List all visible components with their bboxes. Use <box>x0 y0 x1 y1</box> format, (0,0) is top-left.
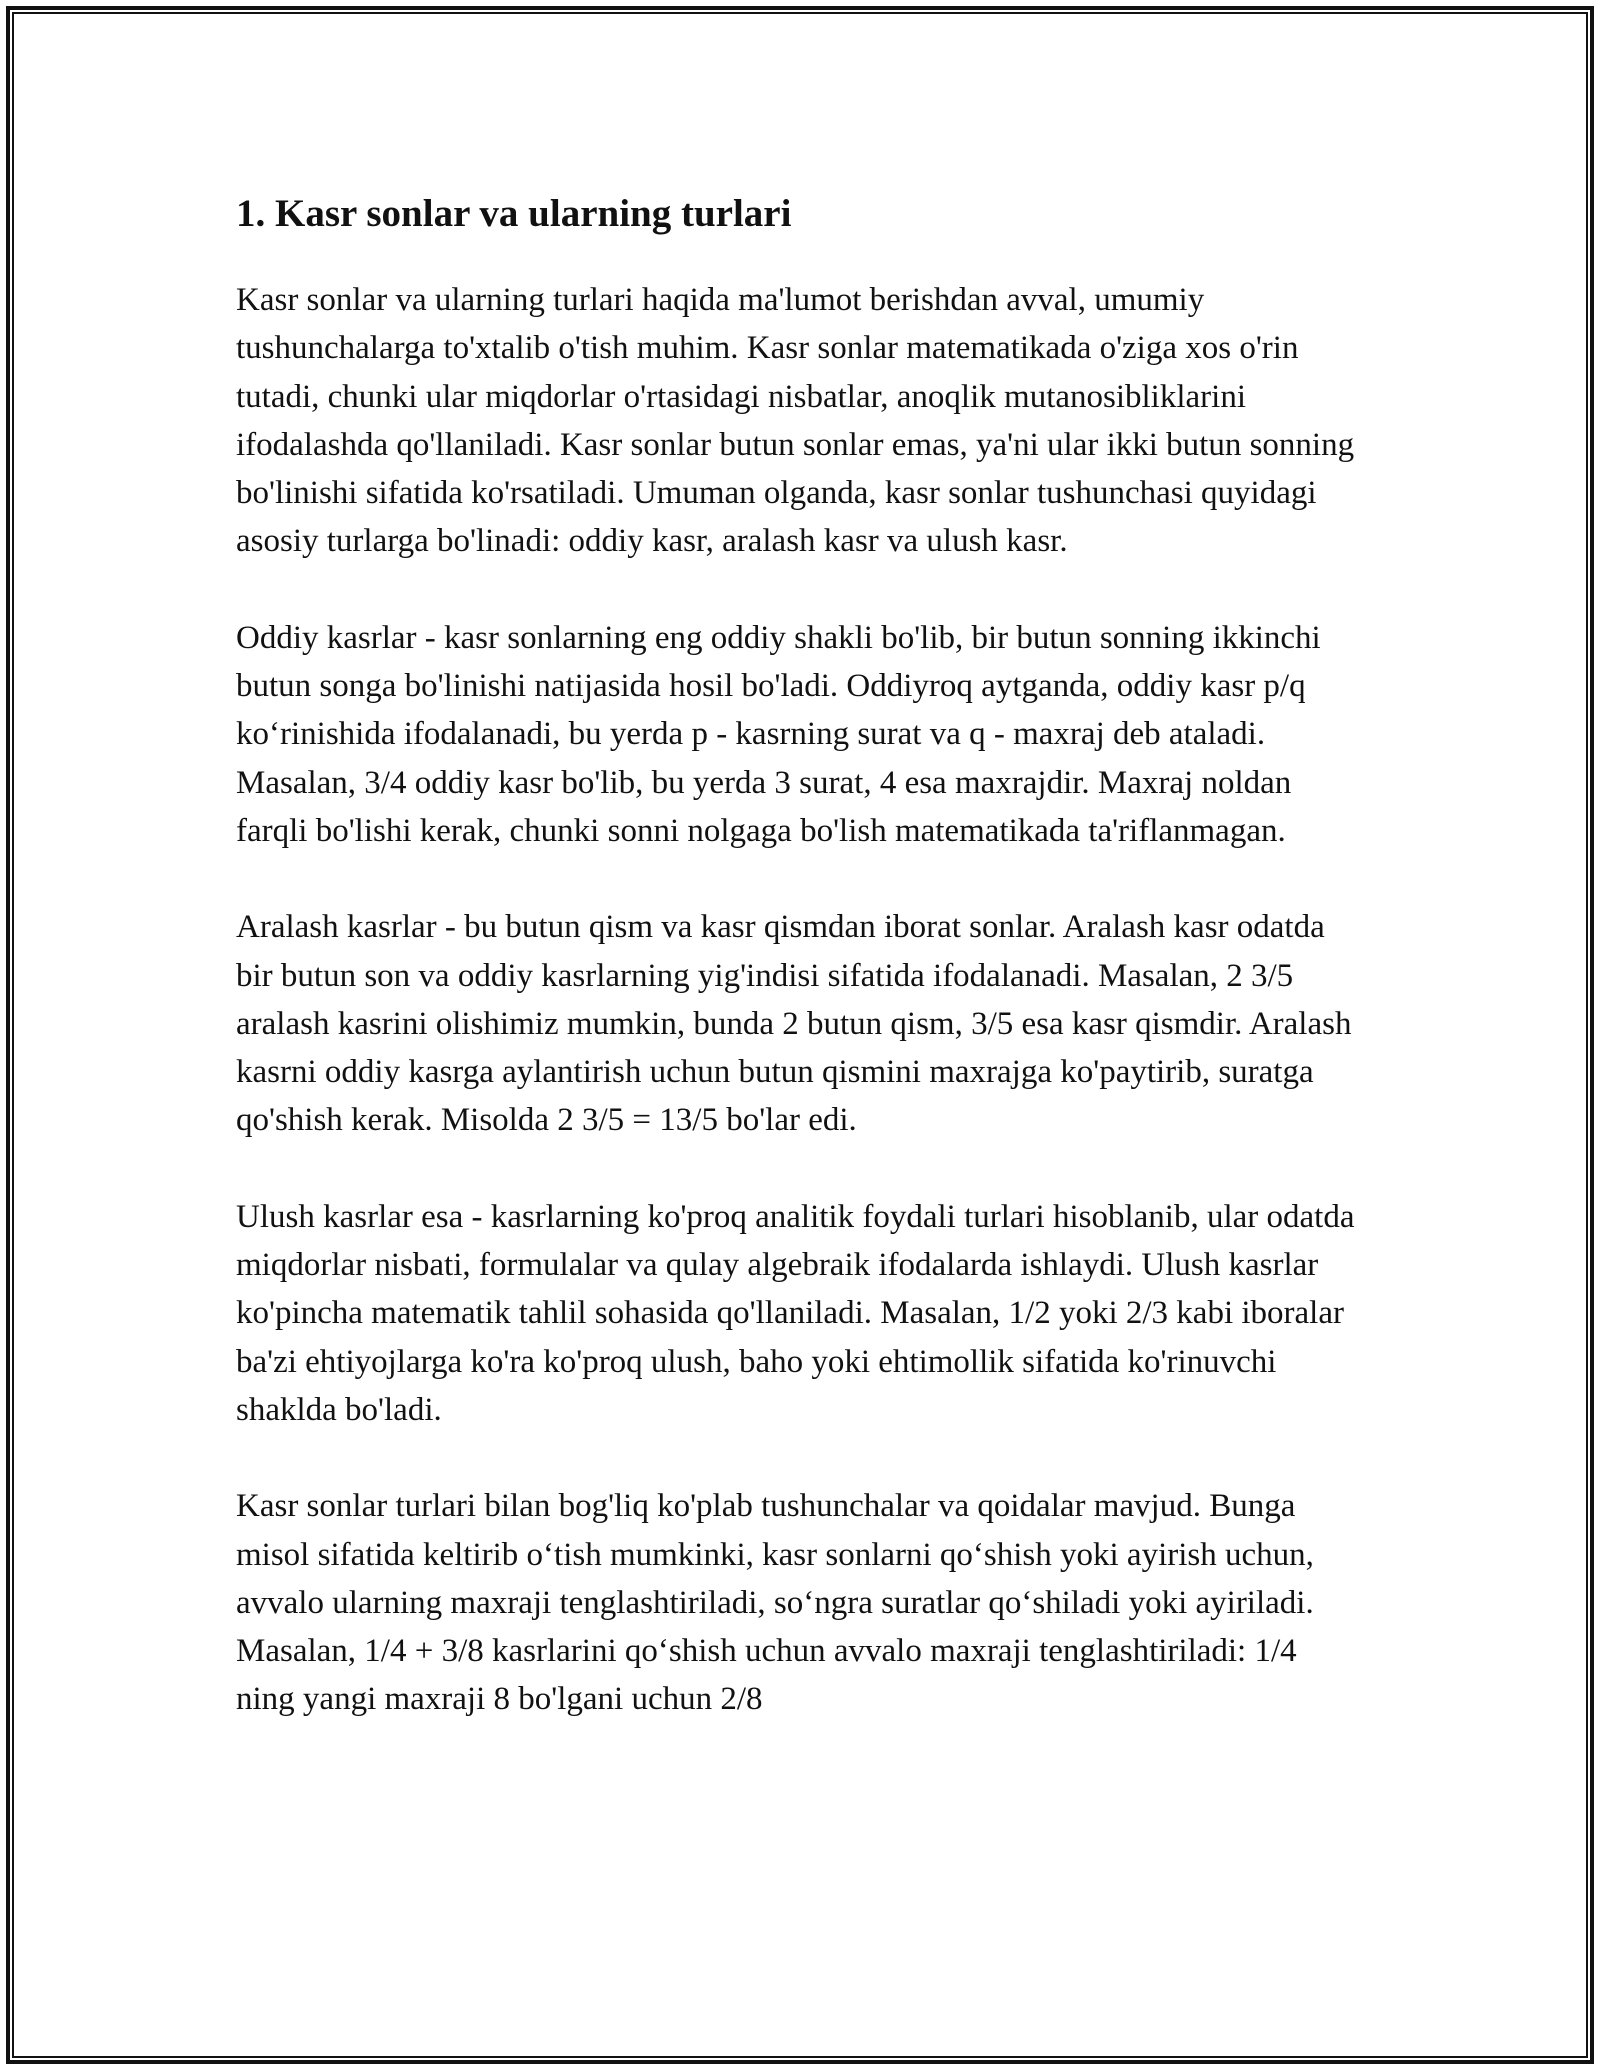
paragraph-mixed-fractions: Aralash kasrlar - bu butun qism va kasr qismdan iborat sonlar. Aralash kasr odatda bir butun son va oddiy kasrlarning yig'indisi sifatida ifodalanadi. Masalan, 2 3/5 aralash kasrini olishimiz mumkin, bunda 2 butun qism, 3/5 esa kasr qismdir. Aralash kasrni oddiy kasrga aylantirish uchun butun qismini maxrajga ko'paytirib, suratga qo'shish kerak. Misolda 2 3/5 = 13/5 bo'lar edi. <box>236 909 1352 1139</box>
paragraph-simple-fractions: Oddiy kasrlar - kasr sonlarning eng oddiy shakli bo'lib, bir butun sonning ikkinchi butun songa bo'linishi natijasida hosil bo'ladi. Oddiyroq aytganda, oddiy kasr p/q ko‘rinishida ifodalanadi, bu yerda p - kasrning surat va q - maxraj deb ataladi. Masalan, 3/4 oddiy kasr bo'lib, bu yerda 3 surat, 4 esa maxrajdir. Maxraj noldan farqli bo'lishi kerak, chunki sonni nolgaga bo'lish matematikada ta'riflanmagan. <box>236 619 1321 849</box>
paragraph-share-fractions: Ulush kasrlar esa - kasrlarning ko'proq analitik foydali turlari hisoblanib, ular odatda miqdorlar nisbati, formulalar va qulay algebraik ifodalarda ishlaydi. Ulush kasrlar ko'pincha matematik tahlil sohasida qo'llaniladi. Masalan, 1/2 yoki 2/3 kabi iboralar ba'zi ehtiyojlarga ko'ra ko'proq ulush, baho yoki ehtimollik sifatida ko'rinuvchi shaklda bo'ladi. <box>236 1198 1355 1428</box>
paragraph-intro: Kasr sonlar va ularning turlari haqida ma'lumot berishdan avval, umumiy tushunchalarga to'xtalib o'tish muhim. Kasr sonlar matematikada o'ziga xos o'rin tutadi, chunki ular miqdorlar o'rtasidagi nisbatlar, anoqlik mutanosibliklarini ifodalashda qo'llaniladi. Kasr sonlar butun sonlar emas, ya'ni ular ikki butun sonning bo'linishi sifatida ko'rsatiladi. Umuman olganda, kasr sonlar tushunchasi quyidagi asosiy turlarga bo'linadi: oddiy kasr, aralash kasr va ulush kasr. <box>236 282 1355 560</box>
section-title: 1. Kasr sonlar va ularning turlari <box>236 192 792 235</box>
document-body <box>236 186 1356 1724</box>
paragraph-rules: Kasr sonlar turlari bilan bog'liq ko'plab tushunchalar va qoidalar mavjud. Bunga misol sifatida keltirib o‘tish mumkinki, kasr sonlarni qo‘shish yoki ayirish uchun, avvalo ularning maxraji tenglashtiriladi, so‘ngra suratlar qo‘shiladi yoki ayiriladi. Masalan, 1/4 + 3/8 kasrlarini qo‘shish uchun avvalo maxraji tenglashtiriladi: 1/4 ning yangi maxraji 8 bo'lgani uchun 2/8 <box>236 1488 1314 1718</box>
